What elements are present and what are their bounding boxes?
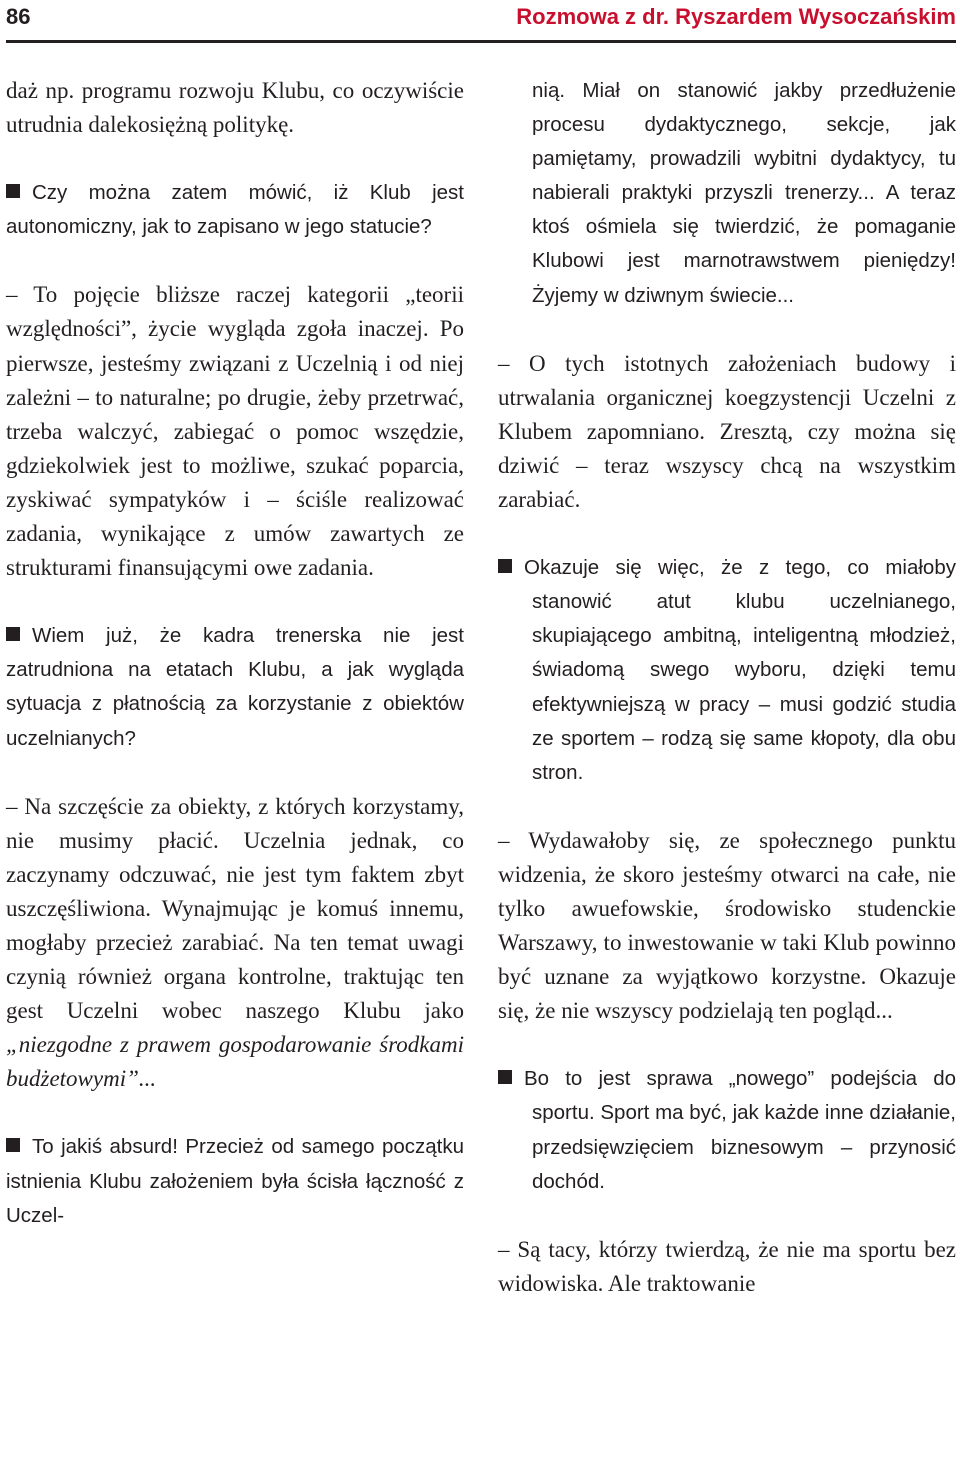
answer-spectacle: – Są tacy, którzy twierdzą, że nie ma sportu bez widowiska. Ale traktowanie xyxy=(498,1236,956,1296)
question-text: To jakiś absurd! Przecież od samego początku istnienia Klubu założeniem była ścisła łączność z Uczel- xyxy=(6,1135,464,1227)
right-column xyxy=(498,74,956,1301)
question-text: Wiem już, że kadra trenerska nie jest zatrudniona na etatach Klubu, a jak wygląda sytuacja z płatnością za korzystanie z obiektów uczelnianych? xyxy=(6,624,464,750)
running-title: Rozmowa z dr. Ryszardem Wysoczańskim xyxy=(516,4,956,29)
question-bullet-icon xyxy=(6,184,20,198)
page-number: 86 xyxy=(6,4,31,29)
question-absurd xyxy=(6,1130,464,1232)
question-autonomy xyxy=(6,176,464,244)
question-new-approach xyxy=(498,1062,956,1198)
page-header xyxy=(6,0,956,30)
answer-social-viewpoint: – Wydawałoby się, ze społecznego punktu widzenia, że skoro jesteśmy otwarci na całe, nie tylko awuefowskie, środowisko studenckie Warszawy, to inwestowanie w taki Klub powinno być uznane za wyjątkowo korzystne. Okazuje się, że nie wszyscy podzielają ten pogląd... xyxy=(498,827,956,1024)
question-bullet-icon xyxy=(6,627,20,641)
header-rule xyxy=(6,40,956,43)
question-text: Okazuje się więc, że z tego, co miałoby stanowić atut klubu uczelnianego, skupiającego ambitną, inteligentną młodzież, świadomą swego wyboru, dzięki temu efektywniejszą w pracy – musi godzić studia ze sportem – rodzą się same kłopoty, dla obu stron. xyxy=(524,556,956,784)
question-text: Czy można zatem mówić, iż Klub jest autonomiczny, jak to zapisano w jego statucie? xyxy=(6,181,464,239)
left-column xyxy=(6,74,464,1233)
quoted-italic-text: „niezgodne z prawem gospodarowanie środkami budżetowymi”... xyxy=(6,1032,464,1092)
question-coaching-staff xyxy=(6,619,464,755)
question-text: Bo to jest sprawa „nowego” podejścia do sportu. Sport ma być, jak każde inne działanie, przedsięwzięciem biznesowym – przynosić dochód. xyxy=(524,1067,956,1193)
question-bullet-icon xyxy=(6,1138,20,1152)
question-bullet-icon xyxy=(498,559,512,573)
paragraph-continued: daż np. programu rozwoju Klubu, co oczywiście utrudnia dalekosiężną politykę. xyxy=(6,78,464,138)
answer-coexistence: – O tych istotnych założeniach budowy i utrwalania organicznej koegzystencji Uczelni z Klubem zapomniano. Zresztą, czy można się dziwić – teraz wszyscy chcą na wszystkim zarabiać. xyxy=(498,350,956,513)
question-bullet-icon xyxy=(498,1070,512,1084)
answer-relativity: – To pojęcie bliższe raczej kategorii „teorii względności”, życie wygląda zgoła inaczej. Po pierwsze, jesteśmy związani z Uczelnią i od niej zależni – to naturalne; po drugie, żeby przetrwać, trzeba walczyć, zabiegać o pomoc wszędzie, gdziekolwiek jest to możliwe, szukać poparcia, zyskiwać sympatyków i – ściśle realizować zadania, wynikające z umów zawartych ze strukturami finansującymi owe zadania. xyxy=(6,282,464,581)
question-absurd-continued: nią. Miał on stanowić jakby przedłużenie procesu dydaktycznego, sekcje, jak pamiętamy, prowadzili wybitni dydaktycy, tu nabierali praktyki przyszli trenerzy... A teraz ktoś ośmiela się twierdzić, że pomaganie Klubowi jest marnotrawstwem pieniędzy! Żyjemy w dziwnym świecie... xyxy=(532,79,956,307)
answer-facilities xyxy=(6,790,464,1097)
answer-text: – Na szczęście za obiekty, z których korzystamy, nie musimy płacić. Uczelnia jednak, co zaczynamy odczuwać, nie jest tym faktem zbyt uszczęśliwiona. Wynajmując je komuś innemu, mogłaby przecież zarabiać. Na ten temat uwagi czynią również organa kontrolne, traktując ten gest Uczelni wobec naszego Klubu jako xyxy=(6,793,464,1024)
question-asset xyxy=(498,551,956,790)
